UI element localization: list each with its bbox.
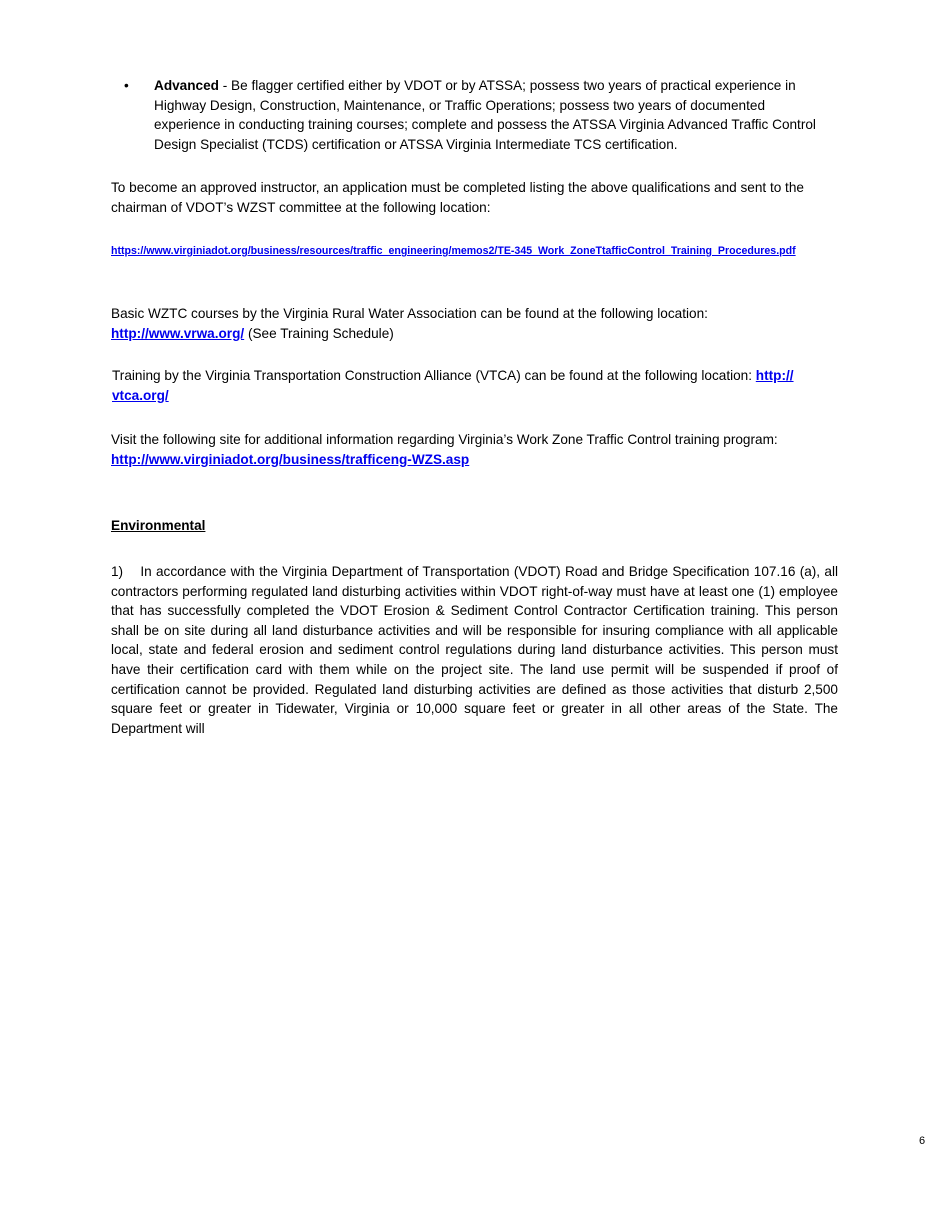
vtca-paragraph [112, 366, 839, 405]
wzs-text: Visit the following site for additional information regarding Virginia’s Work Zone Traffic Control training program: [111, 432, 778, 447]
vrwa-suffix: (See Training Schedule) [244, 325, 394, 341]
vrwa-text: Basic WZTC courses by the Virginia Rural Water Association can be found at the following location: [111, 306, 708, 321]
wzs-paragraph [111, 430, 839, 469]
vrwa-link[interactable]: http://www.vrwa.org/ [111, 325, 245, 341]
item-number: 1) [111, 564, 124, 579]
bullet-text [154, 76, 824, 154]
vtca-text: Training by the Virginia Transportation Construction Alliance (VTCA) can be found at the following location: [112, 368, 756, 383]
page-number: 6 [919, 1135, 926, 1147]
bullet-term: Advanced [154, 78, 219, 93]
environmental-text: In accordance with the Virginia Department of Transportation (VDOT) Road and Bridge Specification 107.16 (a), all contractors performing regulated land disturbing activities within VDOT right-of-way must have at least one (1) employee that has successfully completed the VDOT Erosion & Sediment Control Contractor Certification training. This person shall be on site during all land disturbance activities and will be responsible for insuring compliance with all applicable local, state and federal erosion and sediment control regulations during land disturbance activities. This person must have their certification card with them while on the project site. The land use permit will be suspended if proof of certification cannot be provided. Regulated land disturbing activities are defined as those activities that disturb 2,500 square feet or greater in Tidewater, Virginia or 10,000 square feet or greater in all other areas of the State. The Department will [111, 564, 838, 736]
vtca-link[interactable]: http:// vtca.org/ [112, 368, 794, 403]
bullet-marker: • [124, 78, 129, 93]
environmental-heading: Environmental [111, 518, 206, 533]
training-procedures-link[interactable]: https://www.virginiadot.org/business/resources/traffic_engineering/memos2/TE-345_Work_ZoneTtafficControl_Training_Procedures.pdf [111, 245, 796, 257]
environmental-paragraph [111, 562, 838, 738]
instructor-paragraph: To become an approved instructor, an application must be completed listing the above qualifications and sent to the chairman of VDOT’s WZST committee at the following location: [111, 180, 804, 215]
bullet-description: - Be flagger certified either by VDOT or by ATSSA; possess two years of practical experience in Highway Design, Construction, Maintenance, or Traffic Operations; possess two years of documented experience in conducting training courses; complete and possess the ATSSA Virginia Advanced Traffic Control Design Specialist (TCDS) certification or ATSSA Virginia Intermediate TCS certification. [154, 78, 816, 152]
wzs-link[interactable]: http://www.virginiadot.org/business/trafficeng-WZS.asp [111, 451, 470, 467]
vrwa-paragraph [111, 304, 839, 343]
